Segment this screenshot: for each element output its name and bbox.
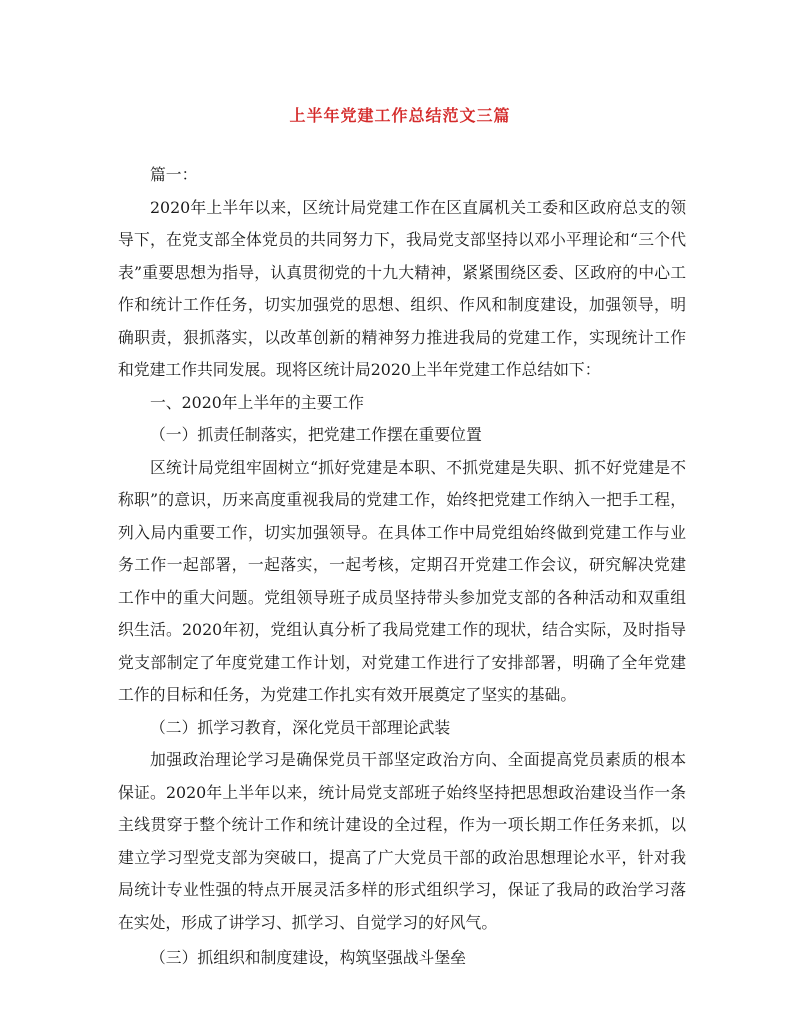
section-label: 篇一： xyxy=(150,165,198,184)
subsection-heading: （三）抓组织和制度建设，构筑坚强战斗堡垒 xyxy=(150,948,466,967)
subsection-heading: （二）抓学习教育，深化党员干部理论武装 xyxy=(150,717,451,737)
body-paragraph: 区统计局党组牢固树立“抓好党建是本职、不抓党建是失职、抓不好党建是不称职”的意识，历来高度重视我局的党建工作，始终把党建工作纳入一把手工程，列入局内重要工作，切实加强领导。在具体工作中局党组始终做到党建工作与业务工作一起部署，一起落实，一起考核，定期召开党建工作会议，研究解决党建工作中的重大问题。党组领导班子成员坚持带头参加党支部的各种活动和双重组织生活。2020年初，党组认真分析了我局党建工作的现状，结合实际，及时指导党支部制定了年度党建工作计划，对党建工作进行了安排部署，明确了全年党建工作的目标和任务，为党建工作扎实有效开展奠定了坚实的基础。 xyxy=(118,457,686,704)
subsection-heading: （一）抓责任制落实，把党建工作摆在重要位置 xyxy=(150,425,482,444)
document-body xyxy=(118,159,686,975)
body-paragraph: 加强政治理论学习是确保党员干部坚定政治方向、全面提高党员素质的根本保证。2020年上半年以来，统计局党支部班子始终坚持把思想政治建设当作一条主线贯穿于整个统计工作和统计建设的全过程，作为一项长期工作任务来抓，以建立学习型党支部为突破口，提高了广大党员干部的政治思想理论水平，针对我局统计专业性强的特点开展灵活多样的形式组织学习，保证了我局的政治学习落在实处，形成了讲学习、抓学习、自觉学习的好风气。 xyxy=(118,750,686,932)
section-heading: 一、2020年上半年的主要工作 xyxy=(150,392,364,412)
body-paragraph: 2020年上半年以来，区统计局党建工作在区直属机关工委和区政府总支的领导下，在党支部全体党员的共同努力下，我局党支部坚持以邓小平理论和“三个代表”重要思想为指导，认真贯彻党的十九大精神，紧紧围绕区委、区政府的中心工作和统计工作任务，切实加强党的思想、组织、作风和制度建设，加强领导，明确职责，狠抓落实，以改革创新的精神努力推进我局的党建工作，实现统计工作和党建工作共同发展。现将区统计局2020上半年党建工作总结如下： xyxy=(118,197,686,379)
document-title: 上半年党建工作总结范文三篇 xyxy=(289,106,511,125)
